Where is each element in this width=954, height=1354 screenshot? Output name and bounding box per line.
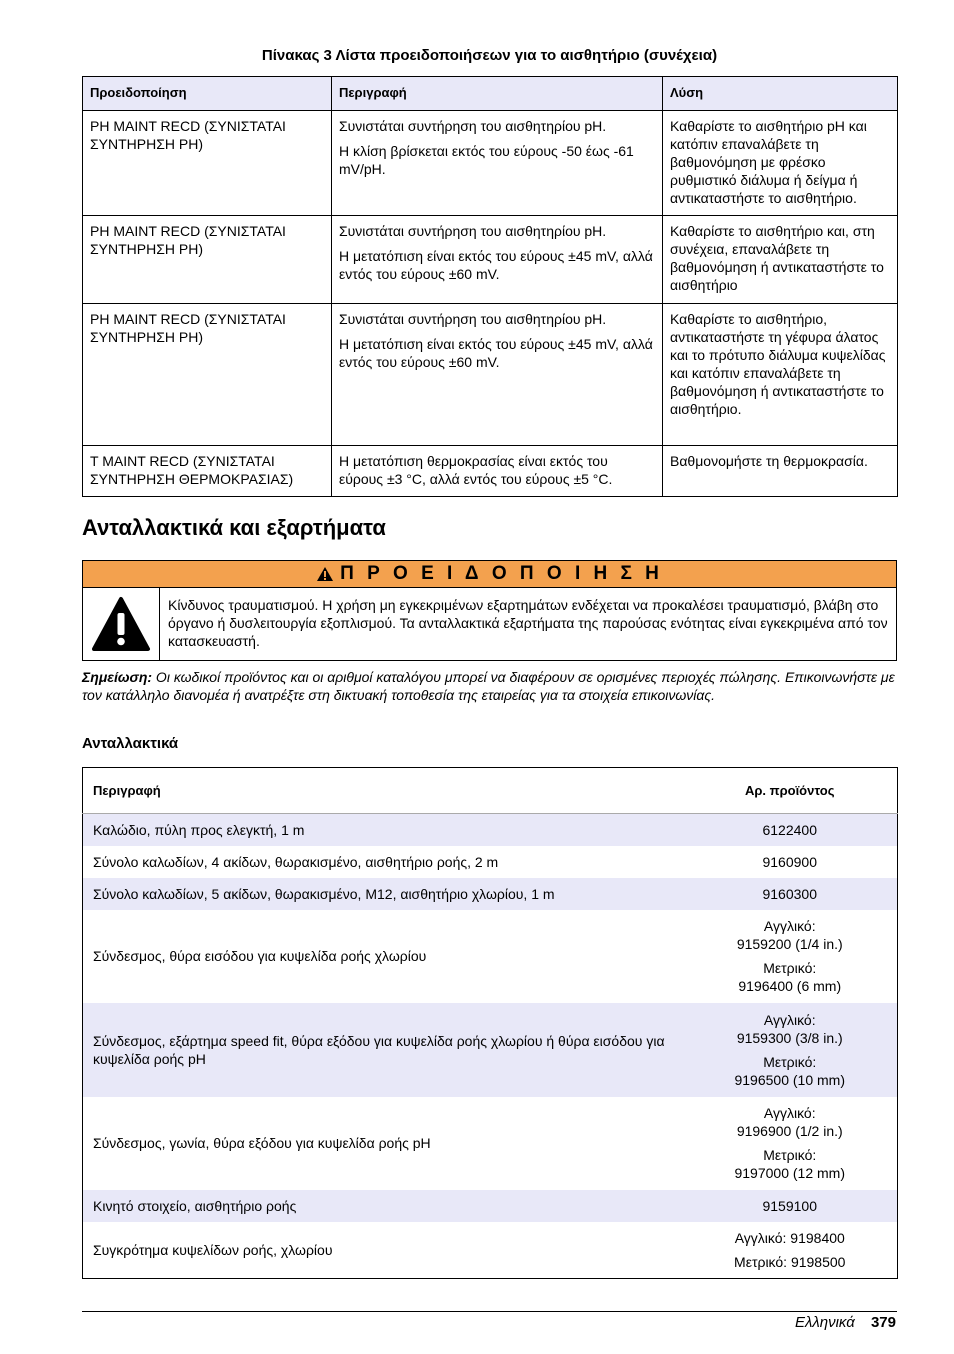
warning-triangle-icon bbox=[316, 566, 334, 582]
imperial-number: 9159300 (3/8 in.) bbox=[736, 1029, 843, 1046]
imperial-label: Αγγλικό: bbox=[763, 918, 816, 934]
part-number bbox=[683, 1222, 898, 1279]
table-header-row bbox=[83, 768, 898, 814]
table-row bbox=[83, 910, 898, 1003]
note-text: Οι κωδικοί προϊόντος και οι αριθμοί καταλόγου μπορεί να διαφέρουν σε ορισμένες περιοχές πώλησης. Επικοινωνήστε με τον κατάλληλο διανομέα ή ανατρέξτε στη δικτυακή τοποθεσία της εταιρείας για τα στοιχεία επικοινωνίας. bbox=[82, 669, 895, 703]
description-line: Η μετατόπιση είναι εκτός του εύρους ±45 mV, αλλά εντός του εύρους ±60 mV. bbox=[339, 336, 653, 370]
part-description: Σύνδεσμος, γωνία, θύρα εξόδου για κυψελίδα ροής pH bbox=[93, 1135, 431, 1151]
metric-number: 9197000 (12 mm) bbox=[734, 1165, 845, 1181]
description-cell bbox=[332, 304, 663, 446]
table-row bbox=[83, 878, 898, 910]
metric-label: Μετρικό: bbox=[763, 1053, 817, 1070]
table-row bbox=[83, 1190, 898, 1222]
imperial-number: Αγγλικό: 9198400 bbox=[734, 1229, 845, 1246]
exclamation-triangle-icon bbox=[83, 588, 160, 660]
note bbox=[82, 668, 897, 704]
imperial-label: Αγγλικό: bbox=[763, 1011, 816, 1028]
table-row bbox=[83, 1097, 898, 1190]
description-line: Συνιστάται συντήρηση του αισθητηρίου pH. bbox=[339, 311, 607, 327]
sensor-warnings-table bbox=[82, 76, 898, 497]
warning-header bbox=[83, 561, 896, 588]
description-cell bbox=[332, 111, 663, 216]
note-label: Σημείωση: bbox=[82, 669, 153, 685]
solution-cell: Βαθμονομήστε τη θερμοκρασία. bbox=[663, 446, 898, 497]
table-row bbox=[83, 814, 898, 846]
warning-box bbox=[82, 560, 897, 661]
column-header-description: Περιγραφή bbox=[83, 768, 683, 814]
description-cell bbox=[332, 216, 663, 304]
warning-title: Π Ρ Ο Ε Ι Δ Ο Π Ο Ι Η Σ Η bbox=[340, 563, 663, 584]
warning-cell: PH MAINT RECD (ΣΥΝΙΣΤΑΤΑΙ ΣΥΝΤΗΡΗΣΗ PH) bbox=[83, 304, 332, 446]
section-title: Ανταλλακτικά και εξαρτήματα bbox=[82, 515, 386, 540]
warning-cell: PH MAINT RECD (ΣΥΝΙΣΤΑΤΑΙ ΣΥΝΤΗΡΗΣΗ PH) bbox=[83, 216, 332, 304]
page-number: 379 bbox=[870, 1314, 896, 1331]
imperial-label: Αγγλικό: bbox=[763, 1105, 816, 1121]
part-description: Σύνολο καλωδίων, 4 ακίδων, θωρακισμένο, αισθητήριο ροής, 2 m bbox=[93, 853, 499, 870]
description-line: Συνιστάται συντήρηση του αισθητηρίου pH. bbox=[339, 223, 607, 239]
solution-cell: Καθαρίστε το αισθητήριο και, στη συνέχεια, επαναλάβετε τη βαθμονόμηση ή αντικαταστήστε το αισθητήριο bbox=[663, 216, 898, 304]
table-row bbox=[83, 446, 898, 497]
warning-cell: T MAINT RECD (ΣΥΝΙΣΤΑΤΑΙ ΣΥΝΤΗΡΗΣΗ ΘΕΡΜΟΚΡΑΣΙΑΣ) bbox=[83, 446, 332, 497]
part-number bbox=[683, 1097, 898, 1190]
description-line: Η κλίση βρίσκεται εκτός του εύρους -50 έως -61 mV/pH. bbox=[339, 143, 634, 177]
part-number bbox=[683, 1003, 898, 1097]
column-header-solution: Λύση bbox=[663, 77, 898, 111]
part-number: 6122400 bbox=[683, 814, 898, 846]
column-header-item-number: Αρ. προϊόντος bbox=[683, 768, 898, 814]
part-description: Κινητό στοιχείο, αισθητήριο ροής bbox=[83, 1190, 683, 1222]
table-row bbox=[83, 111, 898, 216]
warning-text: Κίνδυνος τραυματισμού. Η χρήση μη εγκεκριμένων εξαρτημάτων ενδέχεται να προκαλέσει τραυματισμό, βλάβη στο όργανο ή δυσλειτουργία εξοπλισμού. Τα ανταλλακτικά εξαρτήματα της παρούσας ενότητας είναι εγκεκριμένα από τον κατασκευαστή. bbox=[168, 597, 888, 649]
table-caption: Πίνακας 3 Λίστα προειδοποιήσεων για το αισθητήριο (συνέχεια) bbox=[261, 47, 718, 64]
footer-divider bbox=[82, 1311, 897, 1312]
table-row bbox=[83, 1222, 898, 1279]
table-row bbox=[83, 1003, 898, 1097]
description-line: Η μετατόπιση θερμοκρασίας είναι εκτός του εύρους ±3 °C, αλλά εντός του εύρους ±5 °C. bbox=[339, 453, 613, 487]
part-number: 9160300 bbox=[683, 878, 898, 910]
part-description: Συγκρότημα κυψελίδων ροής, χλωρίου bbox=[93, 1241, 333, 1258]
footer-language: Ελληνικά bbox=[794, 1314, 855, 1331]
solution-cell: Καθαρίστε το αισθητήριο, αντικαταστήστε τη γέφυρα άλατος και το πρότυπο διάλυμα κυψελίδας και κατόπιν επαναλάβετε τη βαθμονόμηση ή αντικαταστήστε το αισθητήριο. bbox=[663, 304, 898, 446]
imperial-number: 9196900 (1/2 in.) bbox=[736, 1123, 843, 1139]
description-line: Η μετατόπιση είναι εκτός του εύρους ±45 mV, αλλά εντός του εύρους ±60 mV. bbox=[339, 248, 653, 282]
warning-cell: PH MAINT RECD (ΣΥΝΙΣΤΑΤΑΙ ΣΥΝΤΗΡΗΣΗ PH) bbox=[83, 111, 332, 216]
part-number bbox=[683, 910, 898, 1003]
part-description: Σύνολο καλωδίων, 5 ακίδων, θωρακισμένο, M12, αισθητήριο χλωρίου, 1 m bbox=[83, 878, 683, 910]
part-description: Σύνδεσμος, θύρα εισόδου για κυψελίδα ροής χλωρίου bbox=[93, 948, 427, 964]
part-number: 9160900 bbox=[762, 853, 817, 870]
part-number: 9159100 bbox=[683, 1190, 898, 1222]
imperial-number: 9159200 (1/4 in.) bbox=[736, 936, 843, 952]
page-footer bbox=[795, 1314, 896, 1331]
metric-label: Μετρικό: bbox=[763, 960, 817, 976]
parts-table bbox=[82, 767, 898, 1279]
table-row bbox=[83, 304, 898, 446]
metric-number: Μετρικό: 9198500 bbox=[734, 1253, 846, 1270]
column-header-description: Περιγραφή bbox=[332, 77, 663, 111]
column-header-warning: Προειδοποίηση bbox=[83, 77, 332, 111]
description-line: Συνιστάται συντήρηση του αισθητηρίου pH. bbox=[339, 118, 607, 134]
metric-number: 9196500 (10 mm) bbox=[734, 1071, 845, 1088]
metric-label: Μετρικό: bbox=[763, 1147, 817, 1163]
table-header-row bbox=[83, 77, 898, 111]
part-description: Καλώδιο, πύλη προς ελεγκτή, 1 m bbox=[83, 814, 683, 846]
part-description: Σύνδεσμος, εξάρτημα speed fit, θύρα εξόδου για κυψελίδα ροής χλωρίου ή θύρα εισόδου για κυψελίδα ροής pH bbox=[83, 1003, 683, 1097]
subsection-title: Ανταλλακτικά bbox=[82, 735, 179, 752]
metric-number: 9196400 (6 mm) bbox=[738, 978, 842, 994]
solution-cell: Καθαρίστε το αισθητήριο pH και κατόπιν επαναλάβετε τη βαθμονόμηση με φρέσκο ρυθμιστικό διάλυμα ή δείγμα ή αντικαταστήστε το αισθητήριο. bbox=[663, 111, 898, 216]
table-row bbox=[83, 846, 898, 878]
table-row bbox=[83, 216, 898, 304]
description-cell bbox=[332, 446, 663, 497]
